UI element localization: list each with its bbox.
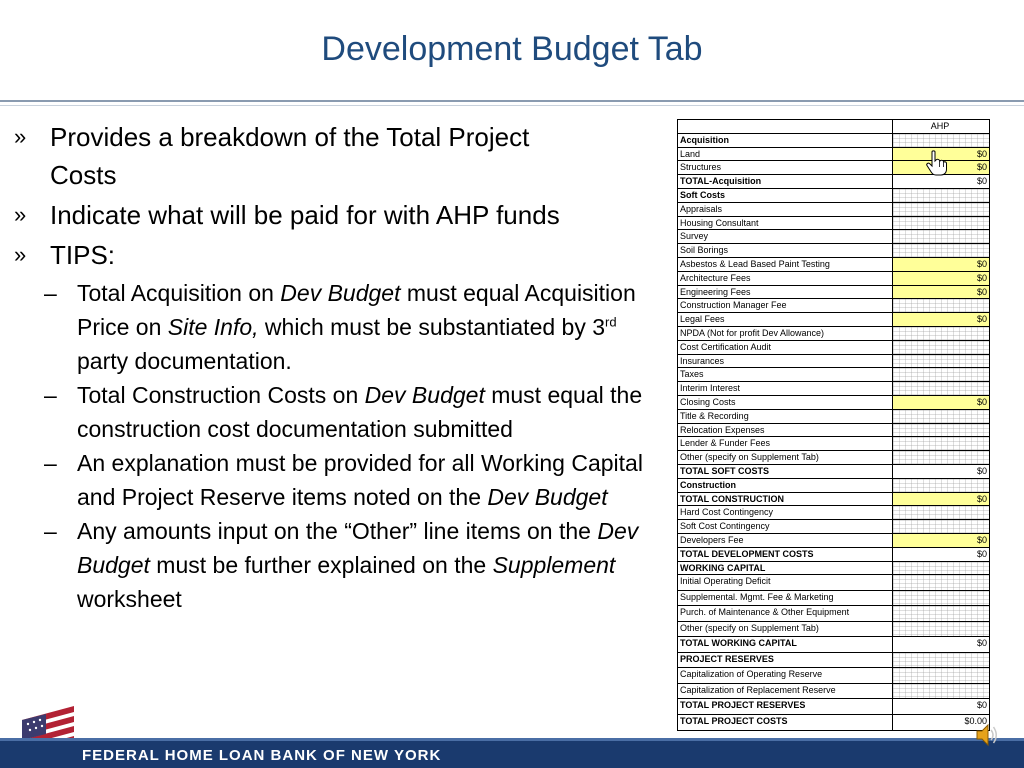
row-label: Construction <box>678 479 893 492</box>
table-row <box>678 668 989 684</box>
table-row <box>678 341 989 355</box>
row-label: Taxes <box>678 368 893 381</box>
table-row <box>678 575 989 591</box>
sub-bullet-item <box>14 276 654 378</box>
row-label: WORKING CAPITAL <box>678 562 893 575</box>
ahp-value-cell <box>893 575 989 590</box>
row-label: TOTAL PROJECT COSTS <box>678 715 893 731</box>
table-row <box>678 493 989 507</box>
table-row <box>678 591 989 607</box>
table-row <box>678 134 989 148</box>
row-label: Asbestos & Lead Based Paint Testing <box>678 258 893 271</box>
tip-emphasis: Dev Budget <box>487 484 608 510</box>
row-label: Acquisition <box>678 134 893 147</box>
footer-org-name: FEDERAL HOME LOAN BANK OF NEW YORK <box>82 747 442 764</box>
table-row <box>678 637 989 653</box>
row-label: NPDA (Not for profit Dev Allowance) <box>678 327 893 340</box>
row-label: Developers Fee <box>678 534 893 547</box>
bullet-text: Provides a breakdown of the Total Project Costs <box>50 122 530 190</box>
table-row <box>678 230 989 244</box>
ahp-value-cell <box>893 217 989 230</box>
ahp-value-cell: $0 <box>976 465 987 476</box>
ahp-value-cell <box>893 230 989 243</box>
ahp-value-cell <box>893 424 989 437</box>
table-row <box>678 684 989 700</box>
ahp-value-cell <box>893 622 989 637</box>
tip-text: Total Acquisition on <box>77 280 281 306</box>
ahp-value-cell <box>893 355 989 368</box>
row-label: PROJECT RESERVES <box>678 653 893 668</box>
bullet-item <box>14 118 574 194</box>
row-label: Land <box>678 148 893 161</box>
table-row <box>678 548 989 562</box>
ahp-value-cell <box>893 299 989 312</box>
table-row <box>678 562 989 576</box>
bullet-text: Indicate what will be paid for with AHP funds <box>50 200 560 230</box>
ahp-value-cell <box>893 591 989 606</box>
table-row <box>678 355 989 369</box>
ahp-value-cell <box>893 479 989 492</box>
ahp-value-cell[interactable]: $0 <box>893 493 989 506</box>
row-label: Appraisals <box>678 203 893 216</box>
row-label: Housing Consultant <box>678 217 893 230</box>
ahp-value-cell <box>893 606 989 621</box>
table-row <box>678 382 989 396</box>
table-row <box>678 244 989 258</box>
ahp-value-cell[interactable]: $0 <box>893 286 989 299</box>
table-row <box>678 606 989 622</box>
ahp-value-cell <box>893 382 989 395</box>
table-row <box>678 506 989 520</box>
table-row <box>678 286 989 300</box>
tip-text: Total Construction Costs on <box>77 382 365 408</box>
bullet-marker: » <box>14 124 27 149</box>
table-row <box>678 699 989 715</box>
table-row <box>678 299 989 313</box>
table-row <box>678 437 989 451</box>
ahp-value-cell: $0 <box>976 548 987 559</box>
row-label: Capitalization of Replacement Reserve <box>678 684 893 699</box>
row-label: TOTAL-Acquisition <box>678 175 893 188</box>
tip-text: party documentation. <box>77 348 292 374</box>
ahp-value-cell <box>893 341 989 354</box>
ahp-value-cell: $0 <box>976 638 987 649</box>
row-label: Legal Fees <box>678 313 893 326</box>
ahp-value-cell <box>893 562 989 575</box>
row-label: TOTAL SOFT COSTS <box>678 465 893 478</box>
row-label: Soft Costs <box>678 189 893 202</box>
tip-text: Any amounts input on the “Other” line items on the <box>77 518 598 544</box>
table-row <box>678 217 989 231</box>
bullet-item <box>14 196 604 234</box>
bullet-list <box>14 118 674 616</box>
row-label: Other (specify on Supplement Tab) <box>678 451 893 464</box>
row-label: Hard Cost Contingency <box>678 506 893 519</box>
tip-text: must equal Acquisition Price on <box>77 280 636 340</box>
sub-bullet-item <box>14 514 670 616</box>
ahp-value-cell <box>893 327 989 340</box>
row-label: Survey <box>678 230 893 243</box>
ahp-value-cell <box>893 684 989 699</box>
table-row <box>678 272 989 286</box>
ahp-value-cell[interactable]: $0 <box>893 161 989 174</box>
row-label: Relocation Expenses <box>678 424 893 437</box>
bullet-text: TIPS: <box>50 240 116 270</box>
ahp-value-cell <box>893 189 989 202</box>
row-label: Soft Cost Contingency <box>678 520 893 533</box>
ahp-value-cell[interactable]: $0 <box>893 148 989 161</box>
table-row <box>678 313 989 327</box>
bullet-item <box>14 236 674 274</box>
ahp-value-cell <box>893 668 989 683</box>
row-label: Cost Certification Audit <box>678 341 893 354</box>
ahp-value-cell <box>893 451 989 464</box>
title-divider <box>0 100 1024 106</box>
ahp-value-cell[interactable]: $0 <box>893 534 989 547</box>
row-label: Supplemental. Mgmt. Fee & Marketing <box>678 591 893 606</box>
tip-text: worksheet <box>77 586 182 612</box>
ahp-value-cell <box>893 653 989 668</box>
column-header-ahp: AHP <box>930 121 950 131</box>
table-row <box>678 327 989 341</box>
ahp-value-cell: $0 <box>976 176 987 187</box>
row-label: TOTAL DEVELOPMENT COSTS <box>678 548 893 561</box>
speaker-icon[interactable] <box>974 722 1000 748</box>
row-label: Interim Interest <box>678 382 893 395</box>
header-blank-cell <box>678 120 893 133</box>
row-label: Architecture Fees <box>678 272 893 285</box>
dev-budget-table <box>677 119 990 731</box>
ahp-value-cell: $0.00 <box>964 715 987 726</box>
row-label: Capitalization of Operating Reserve <box>678 668 893 683</box>
table-row <box>678 715 989 731</box>
table-row <box>678 258 989 272</box>
ahp-value-cell <box>893 203 989 216</box>
table-row <box>678 189 989 203</box>
row-label: Title & Recording <box>678 410 893 423</box>
sub-bullet-item <box>14 378 664 446</box>
tip-emphasis: Supplement <box>492 552 616 578</box>
ahp-value-cell <box>893 368 989 381</box>
row-label: Initial Operating Deficit <box>678 575 893 590</box>
dash-marker: – <box>44 518 57 544</box>
row-label: TOTAL CONSTRUCTION <box>678 493 893 506</box>
footer-bar <box>0 738 1024 768</box>
row-label: Purch. of Maintenance & Other Equipment <box>678 606 893 621</box>
tip-emphasis: Dev Budget <box>77 518 639 578</box>
sub-bullet-item <box>14 446 644 514</box>
table-row <box>678 622 989 638</box>
row-label: Engineering Fees <box>678 286 893 299</box>
table-row <box>678 175 989 189</box>
table-row <box>678 653 989 669</box>
table-row <box>678 479 989 493</box>
ahp-value-cell: $0 <box>976 700 987 711</box>
row-label: Construction Manager Fee <box>678 299 893 312</box>
ahp-value-cell[interactable]: $0 <box>893 396 989 409</box>
tip-emphasis: Dev Budget <box>280 280 401 306</box>
dash-marker: – <box>44 280 57 306</box>
table-row <box>678 424 989 438</box>
ahp-value-cell <box>893 520 989 533</box>
ahp-value-cell <box>893 244 989 257</box>
table-row <box>678 451 989 465</box>
row-label: Structures <box>678 161 893 174</box>
bullet-marker: » <box>14 202 27 227</box>
ahp-value-cell[interactable]: $0 <box>893 258 989 271</box>
row-label: TOTAL WORKING CAPITAL <box>678 637 893 652</box>
table-row <box>678 368 989 382</box>
tip-emphasis: Dev Budget <box>364 382 485 408</box>
row-label: Other (specify on Supplement Tab) <box>678 622 893 637</box>
table-row <box>678 203 989 217</box>
slide-title: Development Budget Tab <box>321 30 703 68</box>
dash-marker: – <box>44 382 57 408</box>
ahp-value-cell[interactable]: $0 <box>893 313 989 326</box>
table-header-row <box>678 120 989 134</box>
ahp-value-cell <box>893 134 989 147</box>
tip-superscript: rd <box>605 314 617 330</box>
row-label: Closing Costs <box>678 396 893 409</box>
ahp-value-cell <box>893 410 989 423</box>
tip-text: must be further explained on the <box>149 552 493 578</box>
bullet-marker: » <box>14 242 27 267</box>
tip-emphasis: Site Info, <box>167 314 259 340</box>
ahp-value-cell <box>893 506 989 519</box>
tip-text: An explanation must be provided for all Working Capital and Project Reserve items noted on the <box>77 450 643 510</box>
row-label: Soil Borings <box>678 244 893 257</box>
table-row <box>678 410 989 424</box>
ahp-value-cell <box>893 437 989 450</box>
table-row <box>678 465 989 479</box>
table-row <box>678 534 989 548</box>
dash-marker: – <box>44 450 57 476</box>
row-label: Lender & Funder Fees <box>678 437 893 450</box>
table-row <box>678 396 989 410</box>
tip-text: which must be substantiated by 3 <box>258 314 606 340</box>
tip-text: must equal the construction cost documentation submitted <box>77 382 643 442</box>
ahp-value-cell[interactable]: $0 <box>893 272 989 285</box>
row-label: TOTAL PROJECT RESERVES <box>678 699 893 714</box>
table-row <box>678 520 989 534</box>
row-label: Insurances <box>678 355 893 368</box>
hand-cursor-icon <box>925 150 947 176</box>
